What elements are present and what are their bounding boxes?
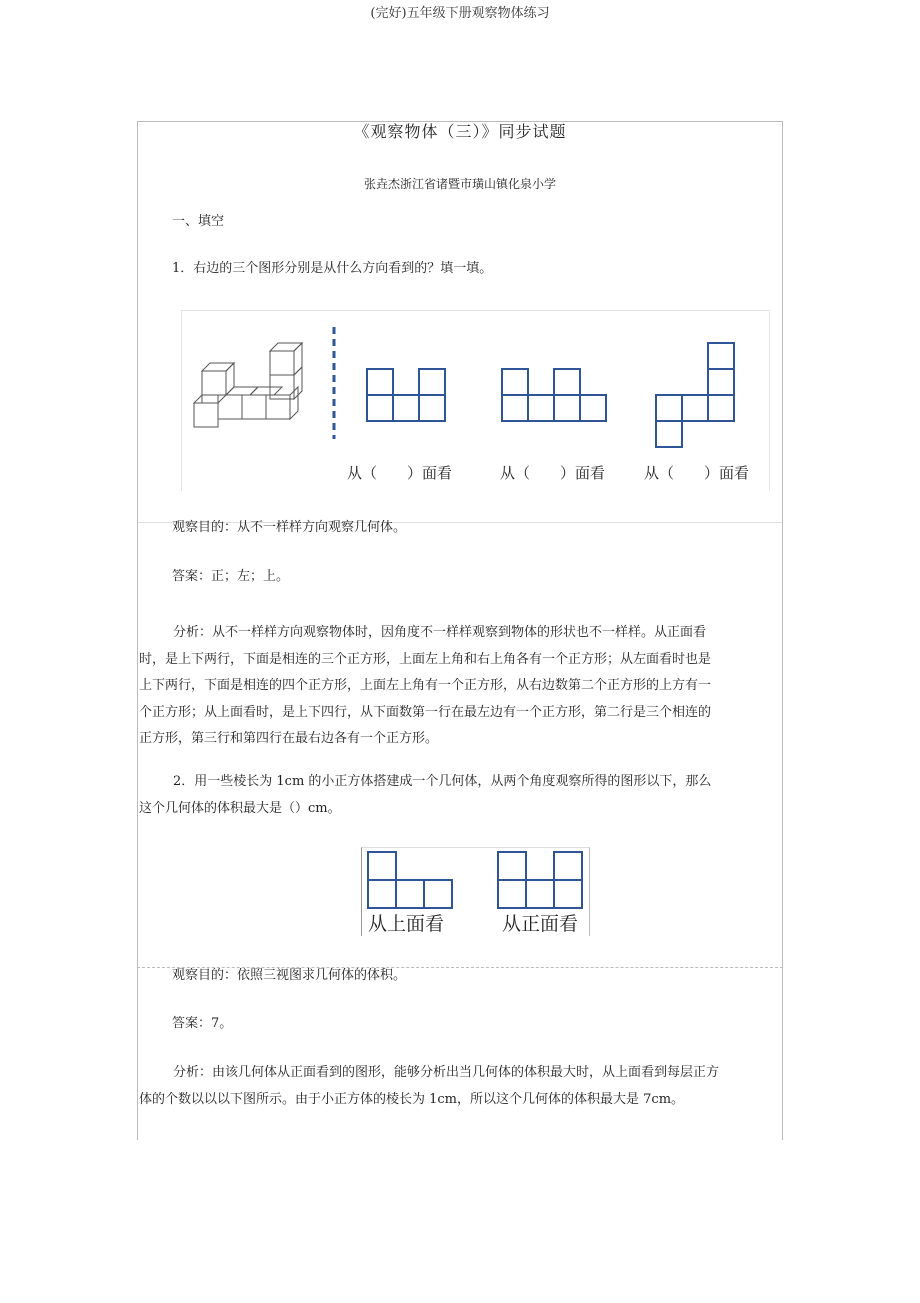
- question-1-purpose: 观察目的：从不一样样方向观察几何体。: [172, 520, 407, 535]
- question-1-analysis: 分析：从不一样样方向观察物体时，因角度不一样样观察到物体的形状也不一样样。从正面看时，是上下两行，下面是相连的三个正方形，上面左上角和右上角各有一个正方形；从左面看时也是上下两行，下面是相连的四个正方形，上面左上角有一个正方形，从右边数第二个正方形的上方有一个正方形；从上面看时，是上下四行，从下面数第一行在最左边有一个正方形，第二行是三个相连的正方形，第三行和第四行在最右边各有一个正方形。: [139, 625, 712, 746]
- view-label-1: 从（ ）面看: [347, 464, 453, 482]
- view-label-2: 从（ ）面看: [500, 464, 606, 482]
- view-grid-3: [656, 343, 734, 447]
- view-grid-2: [502, 369, 606, 421]
- top-view-label: 从上面看: [368, 913, 445, 935]
- document-title: 《观察物体（三）》同步试题: [353, 122, 567, 141]
- question-2-purpose: 观察目的：依照三视图求几何体的体积。: [172, 968, 407, 983]
- question-2-text: 2．用一些棱长为 1cm 的小正方体搭建成一个几何体，从两个角度观察所得的图形以下，那么这个几何体的体积最大是（）cm。: [139, 774, 712, 816]
- question-1-figure: [181, 310, 770, 491]
- front-view-grid: [498, 852, 582, 908]
- question-1-figure-svg: [182, 311, 769, 491]
- question-1-answer: 答案：正；左；上。: [172, 569, 290, 584]
- question-2-analysis: 分析：由该几何体从正面看到的图形，能够分析出当几何体的体积最大时，从上面看到每层正方体的个数以以以下图所示。由于小正方体的棱长为 1cm，所以这个几何体的体积最大是 7cm。: [139, 1065, 720, 1107]
- top-view-grid: [368, 852, 452, 908]
- question-2-answer: 答案：7。: [172, 1016, 233, 1031]
- section-heading: 一、填空: [172, 214, 225, 229]
- document-author: 张垚杰浙江省诸暨市璜山镇化泉小学: [363, 177, 556, 191]
- view-label-3: 从（ ）面看: [644, 464, 750, 482]
- cube-arrangement-drawing: [194, 343, 302, 427]
- document-header-title: (完好)五年级下册观察物体练习: [370, 6, 550, 21]
- question-2-figure-svg: [362, 848, 589, 936]
- front-view-label: 从正面看: [502, 913, 579, 935]
- content-frame-3: [137, 967, 783, 1140]
- view-grid-1: [367, 369, 445, 421]
- question-1-text: 1．右边的三个图形分别是从什么方向看到的？填一填。: [172, 261, 493, 276]
- question-2-figure: [361, 847, 590, 936]
